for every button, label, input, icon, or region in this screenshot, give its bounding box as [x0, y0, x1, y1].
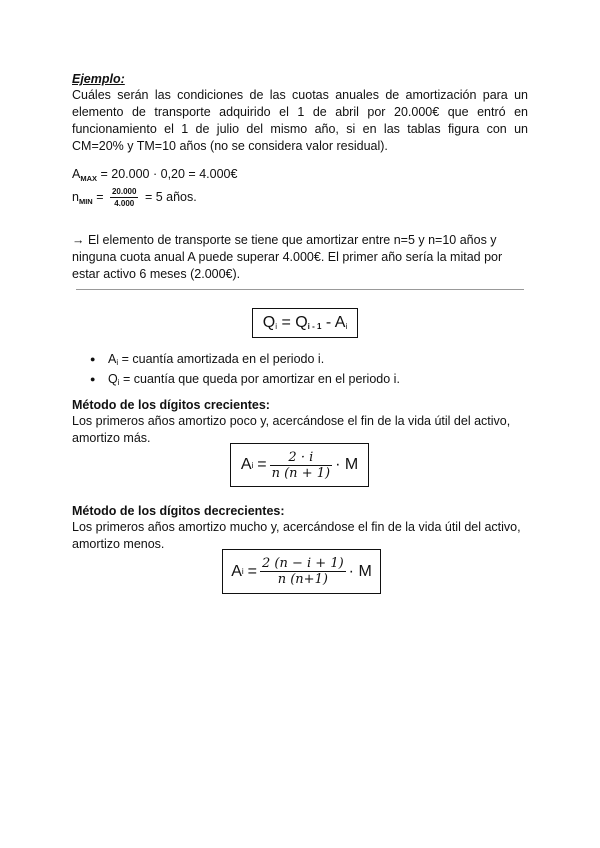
amax-expr: = 20.000 · 0,20 = 4.000€: [100, 167, 238, 181]
amax-label: A: [72, 167, 81, 181]
nmin-label: n: [72, 189, 79, 204]
list-item: ● Ai = cuantía amortizada en el periodo i.: [90, 351, 400, 371]
formula-q: Qi = Qi - 1 - Ai: [262, 314, 348, 331]
formula-crecientes-box: A i = $\frac{2 \cdot i}{n (n + 1)}$ · M: [230, 443, 369, 487]
formula-decrecientes-box: A i = $\frac{2 (n - i + 1)}{n (n+1)}$ · M: [222, 549, 381, 594]
nmin-eq: =: [96, 189, 104, 204]
crecientes-text: Los primeros años amortizo poco y, acercándose el fin de la vida útil del activo, amortizo más.: [72, 414, 511, 445]
amax-sub: MAX: [80, 174, 98, 183]
example-conclusion: → El elemento de transporte se tiene que amortizar entre n=5 y n=10 años y ninguna cuota anual A puede superar 4.000€. El primer año sería la mitad por estar activo 6 meses (2.000€).: [72, 233, 503, 281]
nmin-fraction: [110, 186, 138, 209]
horizontal-divider: [76, 289, 524, 290]
example-heading: Ejemplo:: [72, 72, 125, 86]
nmin-result: = 5 años.: [144, 189, 197, 204]
definitions-list: [90, 351, 400, 391]
formula-q-box: [252, 308, 358, 338]
nmin-sub: MIN: [78, 196, 93, 206]
decrecientes-fraction: $\frac{2 (n - i + 1)}{n (n+1)}$: [262, 556, 344, 587]
crecientes-fraction: $\frac{2 \cdot i}{n (n + 1)}$: [271, 449, 331, 481]
crecientes-heading: Método de los dígitos crecientes:: [72, 398, 270, 412]
amax-line: [72, 166, 528, 187]
decrecientes-heading: Método de los dígitos decrecientes:: [72, 504, 285, 518]
example-statement: Cuáles serán las condiciones de las cuotas anuales de amortización para un elemento de transporte adquirido el 1 de abril por 20.000€ que entró en funcionamiento el 1 de julio del mismo año, si en las tablas figura con un CM=20% y TM=10 años (no se considera valor residual).: [72, 88, 528, 153]
nmin-denominator: 4.000: [114, 199, 135, 208]
nmin-numerator: 20.000: [111, 187, 137, 196]
nmin-line: [72, 186, 528, 210]
list-item: ● Qi = cuantía que queda por amortizar en el periodo i.: [90, 371, 400, 391]
decrecientes-text: Los primeros años amortizo mucho y, acercándose el fin de la vida útil del activo, amortizo menos.: [72, 520, 521, 551]
